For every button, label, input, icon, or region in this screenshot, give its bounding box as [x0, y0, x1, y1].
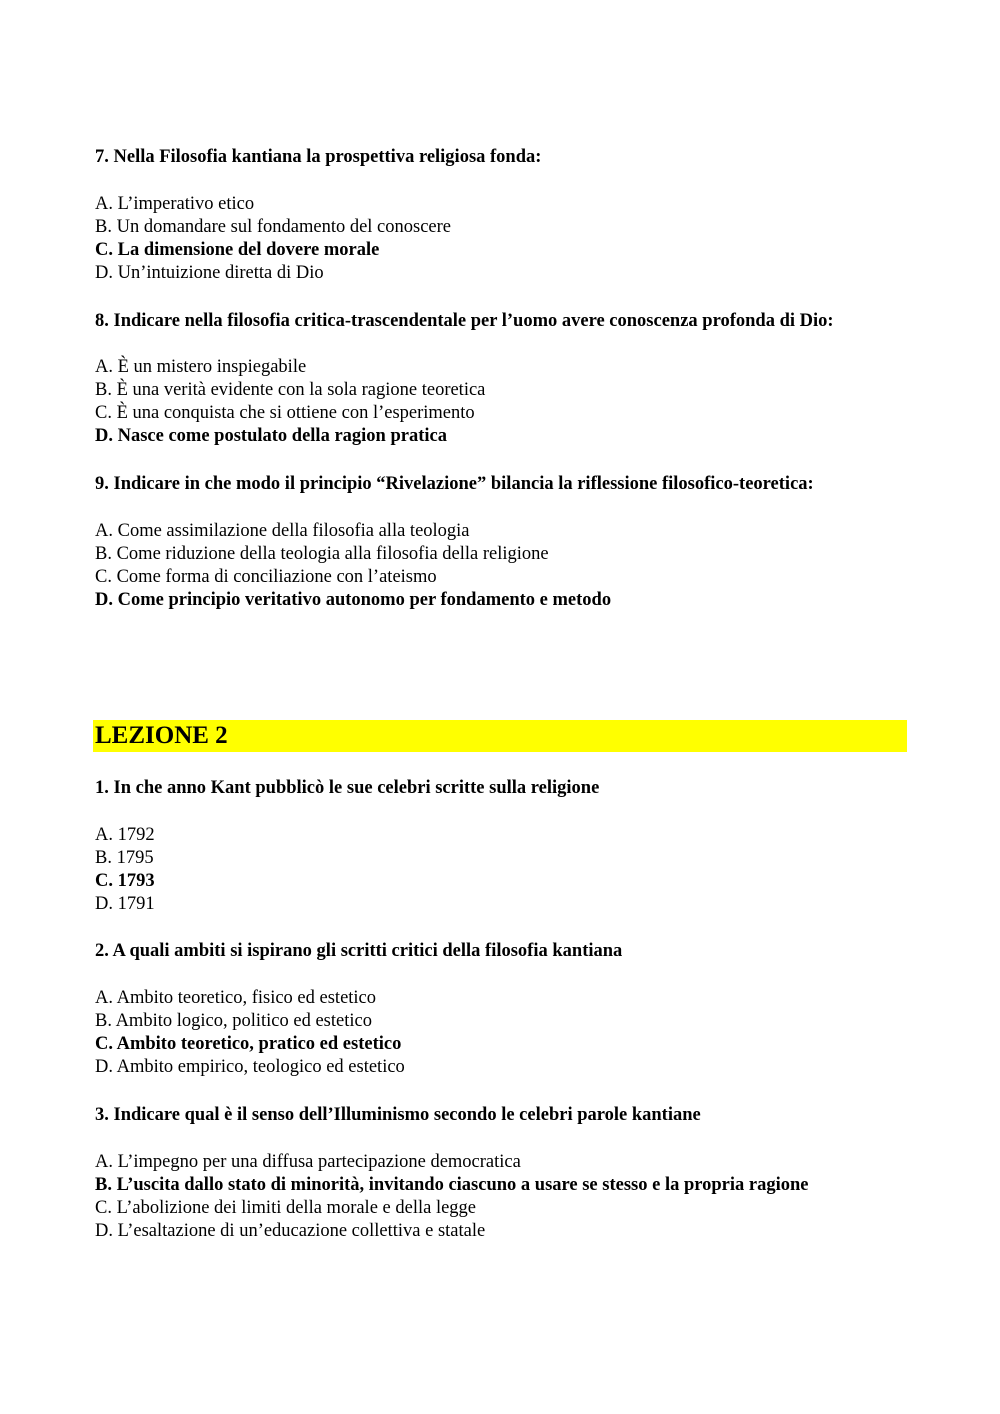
q8-answer-b: B. È una verità evidente con la sola ragione teoretica [95, 380, 486, 400]
q7-answer-b: B. Un domandare sul fondamento del conoscere [95, 217, 452, 237]
l2q2-answer-a: A. Ambito teoretico, fisico ed estetico [95, 988, 377, 1008]
question-9: 9. Indicare in che modo il principio “Rivelazione” bilancia la riflessione filosofico-teoretica: [95, 474, 814, 494]
l2q1-answer-a: A. 1792 [95, 825, 155, 845]
lesson-2-title: LEZIONE 2 [95, 722, 228, 749]
q7-answer-d: D. Un’intuizione diretta di Dio [95, 263, 324, 283]
lesson2-question-3: 3. Indicare qual è il senso dell’Illuminismo secondo le celebri parole kantiane [95, 1105, 701, 1125]
l2q3-answer-a: A. L’impegno per una diffusa partecipazione democratica [95, 1152, 521, 1172]
q8-answer-a: A. È un mistero inspiegabile [95, 357, 307, 377]
q9-answer-a: A. Come assimilazione della filosofia alla teologia [95, 521, 470, 541]
lesson2-question-1: 1. In che anno Kant pubblicò le sue celebri scritte sulla religione [95, 778, 600, 798]
q7-answer-a: A. L’imperativo etico [95, 194, 255, 214]
q8-answer-c: C. È una conquista che si ottiene con l’esperimento [95, 403, 475, 423]
l2q2-answer-d: D. Ambito empirico, teologico ed estetico [95, 1057, 405, 1077]
q9-answer-b: B. Come riduzione della teologia alla filosofia della religione [95, 544, 549, 564]
q7-answer-c-correct: C. La dimensione del dovere morale [95, 240, 380, 260]
l2q3-answer-c: C. L’abolizione dei limiti della morale e della legge [95, 1198, 477, 1218]
l2q1-answer-c-correct: C. 1793 [95, 871, 155, 891]
l2q3-answer-d: D. L’esaltazione di un’educazione collettiva e statale [95, 1221, 486, 1241]
l2q2-answer-b: B. Ambito logico, politico ed estetico [95, 1011, 372, 1031]
question-8: 8. Indicare nella filosofia critica-trascendentale per l’uomo avere conoscenza profonda di Dio: [95, 311, 834, 331]
lesson-heading-highlight [93, 720, 907, 752]
l2q1-answer-d: D. 1791 [95, 894, 155, 914]
lesson2-question-2: 2. A quali ambiti si ispirano gli scritti critici della filosofia kantiana [95, 941, 623, 961]
question-7: 7. Nella Filosofia kantiana la prospettiva religiosa fonda: [95, 147, 542, 167]
q9-answer-c: C. Come forma di conciliazione con l’ateismo [95, 567, 437, 587]
l2q2-answer-c-correct: C. Ambito teoretico, pratico ed estetico [95, 1034, 402, 1054]
l2q3-answer-b-correct: B. L’uscita dallo stato di minorità, invitando ciascuno a usare se stesso e la propria ragione [95, 1175, 809, 1195]
q9-answer-d-correct: D. Come principio veritativo autonomo per fondamento e metodo [95, 590, 612, 610]
q8-answer-d-correct: D. Nasce come postulato della ragion pratica [95, 426, 447, 446]
l2q1-answer-b: B. 1795 [95, 848, 154, 868]
